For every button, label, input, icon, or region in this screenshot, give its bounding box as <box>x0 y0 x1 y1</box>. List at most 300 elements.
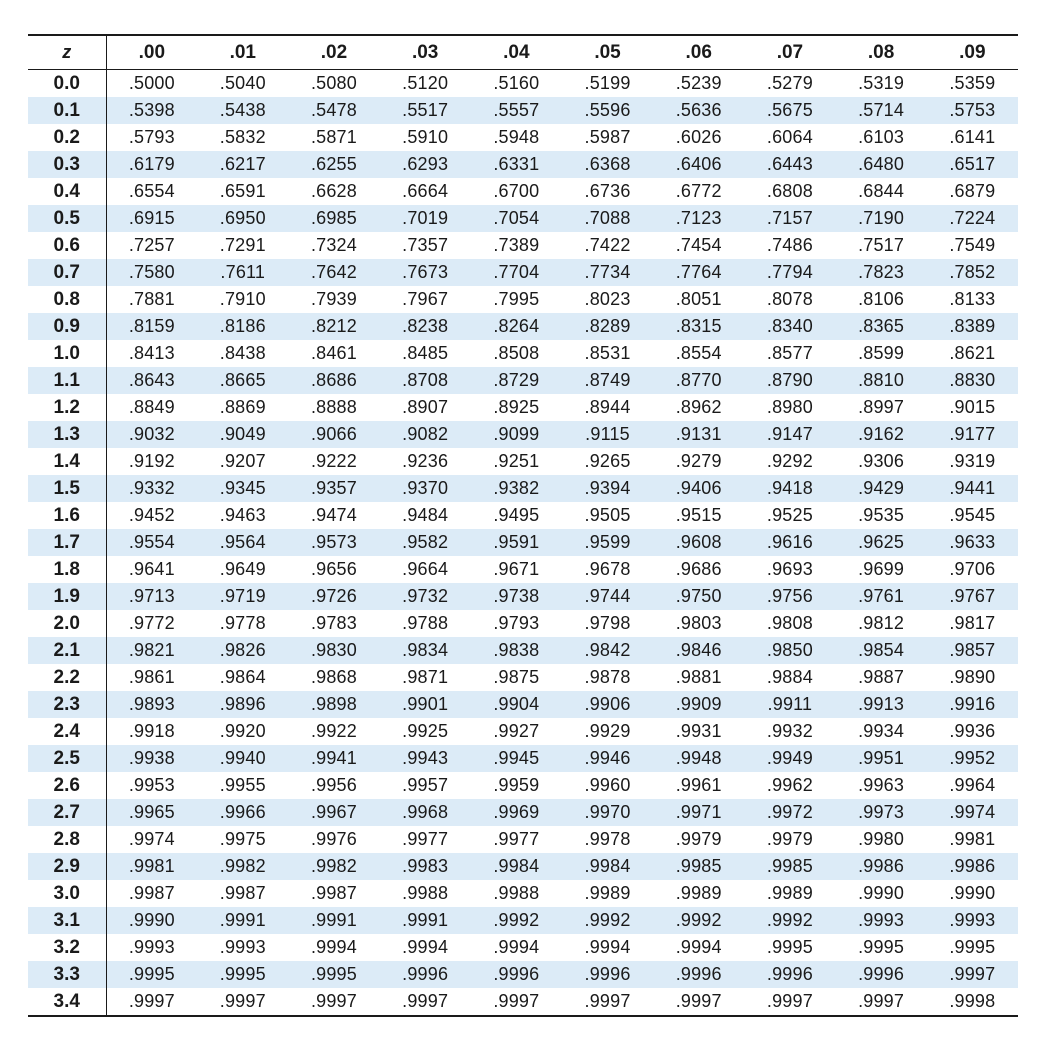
probability-cell: .9940 <box>197 745 288 772</box>
probability-cell: .6255 <box>288 151 379 178</box>
probability-cell: .9931 <box>675 721 722 741</box>
probability-cell: .8849 <box>128 397 175 417</box>
probability-cell: .6700 <box>493 181 540 201</box>
probability-cell: .9994 <box>493 937 540 957</box>
probability-cell: .9981 <box>106 853 197 880</box>
probability-cell: .9997 <box>744 988 835 1016</box>
probability-cell: .9945 <box>471 745 562 772</box>
probability-cell: .7389 <box>493 235 540 255</box>
probability-cell: .9756 <box>744 583 835 610</box>
probability-cell: .9778 <box>219 613 266 633</box>
probability-cell: .9474 <box>310 505 357 525</box>
probability-cell: .9616 <box>744 529 835 556</box>
probability-cell: .6179 <box>106 151 197 178</box>
probability-cell: .9993 <box>128 937 175 957</box>
probability-cell: .6772 <box>675 181 722 201</box>
probability-cell: .9949 <box>744 745 835 772</box>
probability-cell: .8315 <box>653 313 744 340</box>
table-row <box>28 502 1018 529</box>
probability-cell: .9995 <box>288 961 379 988</box>
probability-cell: .9834 <box>380 637 471 664</box>
z-value-cell: 2.8 <box>28 826 106 853</box>
probability-cell: .9830 <box>288 637 379 664</box>
z-value-cell: 1.8 <box>28 556 106 583</box>
probability-cell: .8133 <box>949 289 996 309</box>
probability-cell: .9664 <box>402 559 449 579</box>
column-header: .08 <box>836 35 927 70</box>
probability-cell: .9382 <box>471 475 562 502</box>
table-row <box>28 259 1018 286</box>
probability-cell: .9987 <box>310 883 357 903</box>
probability-cell: .9990 <box>949 883 996 903</box>
probability-cell: .9177 <box>927 421 1018 448</box>
probability-cell: .9418 <box>744 475 835 502</box>
probability-cell: .9131 <box>653 421 744 448</box>
probability-cell: .8708 <box>380 367 471 394</box>
probability-cell: .8997 <box>858 397 905 417</box>
probability-cell: .9821 <box>106 637 197 664</box>
probability-cell: .6331 <box>471 151 562 178</box>
probability-cell: .9573 <box>288 529 379 556</box>
probability-cell: .9842 <box>562 637 653 664</box>
table-body <box>28 70 1018 1017</box>
probability-cell: .9525 <box>766 505 813 525</box>
probability-cell: .6985 <box>288 205 379 232</box>
column-header: .06 <box>653 35 744 70</box>
table-row <box>28 529 1018 556</box>
probability-cell: .9515 <box>675 505 722 525</box>
probability-cell: .7324 <box>310 235 357 255</box>
probability-cell: .8830 <box>927 367 1018 394</box>
probability-cell: .9913 <box>836 691 927 718</box>
probability-cell: .9990 <box>106 907 197 934</box>
probability-cell: .9994 <box>584 937 631 957</box>
probability-cell: .5636 <box>653 97 744 124</box>
probability-cell: .6443 <box>744 151 835 178</box>
probability-cell: .9995 <box>197 961 288 988</box>
probability-cell: .9962 <box>766 775 813 795</box>
column-header: .00 <box>106 35 197 70</box>
probability-cell: .9671 <box>493 559 540 579</box>
probability-cell: .9965 <box>106 799 197 826</box>
probability-cell: .9960 <box>584 775 631 795</box>
probability-cell: .8413 <box>128 343 175 363</box>
probability-cell: .7291 <box>219 235 266 255</box>
probability-cell: .9887 <box>858 667 905 687</box>
probability-cell: .5080 <box>310 73 357 93</box>
probability-cell: .6591 <box>219 181 266 201</box>
table-row <box>28 232 1018 259</box>
probability-cell: .9963 <box>858 775 905 795</box>
probability-cell: .8869 <box>219 397 266 417</box>
probability-cell: .7881 <box>128 289 175 309</box>
probability-cell: .9608 <box>653 529 744 556</box>
table-row <box>28 97 1018 124</box>
probability-cell: .5987 <box>584 127 631 147</box>
probability-cell: .9996 <box>836 961 927 988</box>
probability-cell: .9995 <box>858 937 905 957</box>
z-value-cell: 0.5 <box>28 205 106 232</box>
probability-cell: .7190 <box>836 205 927 232</box>
probability-cell: .6844 <box>858 181 905 201</box>
probability-cell: .9986 <box>836 853 927 880</box>
probability-cell: .9850 <box>744 637 835 664</box>
probability-cell: .9988 <box>402 883 449 903</box>
probability-cell: .7486 <box>766 235 813 255</box>
probability-cell: .6628 <box>310 181 357 201</box>
probability-cell: .6406 <box>653 151 744 178</box>
probability-cell: .9993 <box>836 907 927 934</box>
probability-cell: .9265 <box>584 451 631 471</box>
probability-cell: .9920 <box>219 721 266 741</box>
probability-cell: .7794 <box>744 259 835 286</box>
probability-cell: .9817 <box>949 613 996 633</box>
probability-cell: .8078 <box>766 289 813 309</box>
probability-cell: .7939 <box>310 289 357 309</box>
probability-cell: .6217 <box>197 151 288 178</box>
probability-cell: .9015 <box>949 397 996 417</box>
probability-cell: .9992 <box>562 907 653 934</box>
probability-cell: .5040 <box>219 73 266 93</box>
probability-cell: .9955 <box>219 775 266 795</box>
probability-cell: .6103 <box>858 127 905 147</box>
column-header: .01 <box>197 35 288 70</box>
probability-cell: .8577 <box>766 343 813 363</box>
z-value-cell: 0.8 <box>28 286 106 313</box>
probability-cell: .9941 <box>288 745 379 772</box>
probability-cell: .9982 <box>288 853 379 880</box>
probability-cell: .9251 <box>493 451 540 471</box>
z-value-cell: 2.3 <box>28 691 106 718</box>
table-row <box>28 205 1018 232</box>
probability-cell: .9236 <box>402 451 449 471</box>
table-row <box>28 367 1018 394</box>
probability-cell: .9986 <box>927 853 1018 880</box>
probability-cell: .9535 <box>858 505 905 525</box>
probability-cell: .9990 <box>858 883 905 903</box>
probability-cell: .8389 <box>927 313 1018 340</box>
probability-cell: .5000 <box>128 73 175 93</box>
probability-cell: .9991 <box>288 907 379 934</box>
probability-cell: .9978 <box>584 829 631 849</box>
probability-cell: .7224 <box>927 205 1018 232</box>
probability-cell: .7764 <box>653 259 744 286</box>
table-row <box>28 772 1018 799</box>
probability-cell: .9997 <box>471 988 562 1016</box>
probability-cell: .9082 <box>380 421 471 448</box>
probability-cell: .6026 <box>675 127 722 147</box>
probability-cell: .9992 <box>653 907 744 934</box>
probability-cell: .7088 <box>562 205 653 232</box>
z-value-cell: 1.0 <box>28 340 106 367</box>
z-value-cell: 1.7 <box>28 529 106 556</box>
probability-cell: .9982 <box>197 853 288 880</box>
probability-cell: .9959 <box>493 775 540 795</box>
probability-cell: .9993 <box>927 907 1018 934</box>
z-value-cell: 2.5 <box>28 745 106 772</box>
probability-cell: .8106 <box>858 289 905 309</box>
probability-cell: .9989 <box>766 883 813 903</box>
probability-cell: .9911 <box>744 691 835 718</box>
probability-cell: .9699 <box>858 559 905 579</box>
probability-cell: .9909 <box>653 691 744 718</box>
probability-cell: .9991 <box>380 907 471 934</box>
z-value-cell: 0.0 <box>28 70 106 98</box>
probability-cell: .9922 <box>310 721 357 741</box>
probability-cell: .9946 <box>562 745 653 772</box>
probability-cell: .9969 <box>471 799 562 826</box>
probability-cell: .9989 <box>584 883 631 903</box>
table-row <box>28 799 1018 826</box>
probability-cell: .5239 <box>675 73 722 93</box>
probability-cell: .8238 <box>380 313 471 340</box>
probability-cell: .9162 <box>836 421 927 448</box>
probability-cell: .9463 <box>219 505 266 525</box>
table-row <box>28 313 1018 340</box>
probability-cell: .9998 <box>927 988 1018 1016</box>
table-row <box>28 610 1018 637</box>
probability-cell: .9881 <box>675 667 722 687</box>
z-value-cell: 2.4 <box>28 718 106 745</box>
probability-cell: .9984 <box>562 853 653 880</box>
column-header: .04 <box>471 35 562 70</box>
probability-cell: .7517 <box>858 235 905 255</box>
probability-cell: .9783 <box>310 613 357 633</box>
table-row <box>28 286 1018 313</box>
probability-cell: .7123 <box>653 205 744 232</box>
probability-cell: .9484 <box>402 505 449 525</box>
probability-cell: .7357 <box>402 235 449 255</box>
table-row <box>28 475 1018 502</box>
table-row <box>28 340 1018 367</box>
probability-cell: .9973 <box>836 799 927 826</box>
probability-cell: .8438 <box>219 343 266 363</box>
table-row <box>28 961 1018 988</box>
probability-cell: .6664 <box>402 181 449 201</box>
probability-cell: .9975 <box>219 829 266 849</box>
probability-cell: .9934 <box>858 721 905 741</box>
probability-cell: .8340 <box>744 313 835 340</box>
probability-cell: .9977 <box>493 829 540 849</box>
probability-cell: .5517 <box>380 97 471 124</box>
table-row <box>28 394 1018 421</box>
probability-cell: .9099 <box>471 421 562 448</box>
probability-cell: .9207 <box>219 451 266 471</box>
table-row <box>28 556 1018 583</box>
probability-cell: .9706 <box>949 559 996 579</box>
probability-cell: .9826 <box>197 637 288 664</box>
probability-cell: .9984 <box>471 853 562 880</box>
probability-cell: .9981 <box>949 829 996 849</box>
probability-cell: .9857 <box>927 637 1018 664</box>
probability-cell: .5199 <box>584 73 631 93</box>
z-value-cell: 1.2 <box>28 394 106 421</box>
table-row <box>28 826 1018 853</box>
probability-cell: .5557 <box>471 97 562 124</box>
table-row <box>28 583 1018 610</box>
z-value-cell: 1.1 <box>28 367 106 394</box>
probability-cell: .7852 <box>927 259 1018 286</box>
probability-cell: .9798 <box>584 613 631 633</box>
probability-cell: .6808 <box>766 181 813 201</box>
probability-cell: .9989 <box>675 883 722 903</box>
probability-cell: .9997 <box>197 988 288 1016</box>
probability-cell: .6480 <box>836 151 927 178</box>
probability-cell: .8770 <box>653 367 744 394</box>
table-header <box>28 35 1018 70</box>
probability-cell: .5714 <box>836 97 927 124</box>
probability-cell: .6950 <box>197 205 288 232</box>
probability-cell: .5596 <box>562 97 653 124</box>
probability-cell: .5160 <box>493 73 540 93</box>
probability-cell: .9997 <box>653 988 744 1016</box>
probability-cell: .9678 <box>584 559 631 579</box>
probability-cell: .7549 <box>949 235 996 255</box>
probability-cell: .8186 <box>197 313 288 340</box>
probability-cell: .9441 <box>927 475 1018 502</box>
probability-cell: .9906 <box>562 691 653 718</box>
z-value-cell: 0.1 <box>28 97 106 124</box>
z-value-cell: 3.3 <box>28 961 106 988</box>
probability-cell: .9625 <box>836 529 927 556</box>
probability-cell: .9991 <box>197 907 288 934</box>
probability-cell: .9599 <box>562 529 653 556</box>
probability-cell: .9925 <box>402 721 449 741</box>
probability-cell: .7422 <box>584 235 631 255</box>
probability-cell: .5675 <box>744 97 835 124</box>
probability-cell: .9936 <box>949 721 996 741</box>
probability-cell: .7257 <box>128 235 175 255</box>
probability-cell: .9732 <box>380 583 471 610</box>
z-value-cell: 3.1 <box>28 907 106 934</box>
probability-cell: .8643 <box>106 367 197 394</box>
table-row <box>28 691 1018 718</box>
probability-cell: .9996 <box>471 961 562 988</box>
probability-cell: .5871 <box>310 127 357 147</box>
probability-cell: .9961 <box>675 775 722 795</box>
probability-cell: .9987 <box>219 883 266 903</box>
probability-cell: .9997 <box>562 988 653 1016</box>
probability-cell: .7995 <box>493 289 540 309</box>
probability-cell: .9656 <box>310 559 357 579</box>
column-header: .07 <box>744 35 835 70</box>
probability-cell: .8289 <box>562 313 653 340</box>
probability-cell: .5359 <box>949 73 996 93</box>
probability-cell: .9983 <box>380 853 471 880</box>
probability-cell: .9956 <box>310 775 357 795</box>
probability-cell: .8888 <box>310 397 357 417</box>
probability-cell: .9971 <box>653 799 744 826</box>
probability-cell: .9967 <box>288 799 379 826</box>
probability-cell: .9495 <box>493 505 540 525</box>
probability-cell: .9987 <box>128 883 175 903</box>
table-row <box>28 421 1018 448</box>
probability-cell: .9970 <box>562 799 653 826</box>
z-value-cell: 0.7 <box>28 259 106 286</box>
probability-cell: .9995 <box>106 961 197 988</box>
probability-cell: .9997 <box>288 988 379 1016</box>
probability-cell: .9995 <box>949 937 996 957</box>
z-value-cell: 3.0 <box>28 880 106 907</box>
probability-cell: .9761 <box>836 583 927 610</box>
probability-cell: .9979 <box>766 829 813 849</box>
probability-cell: .8925 <box>493 397 540 417</box>
z-value-cell: 2.0 <box>28 610 106 637</box>
probability-cell: .7054 <box>471 205 562 232</box>
probability-cell: .9222 <box>310 451 357 471</box>
z-value-cell: 0.2 <box>28 124 106 151</box>
probability-cell: .7157 <box>744 205 835 232</box>
z-value-cell: 3.4 <box>28 988 106 1016</box>
probability-cell: .8790 <box>744 367 835 394</box>
probability-cell: .9997 <box>380 988 471 1016</box>
probability-cell: .9974 <box>128 829 175 849</box>
probability-cell: .8907 <box>402 397 449 417</box>
table-row <box>28 151 1018 178</box>
probability-cell: .9916 <box>927 691 1018 718</box>
probability-cell: .8810 <box>836 367 927 394</box>
probability-cell: .9066 <box>288 421 379 448</box>
probability-cell: .9976 <box>310 829 357 849</box>
probability-cell: .9633 <box>927 529 1018 556</box>
probability-cell: .8485 <box>402 343 449 363</box>
probability-cell: .9719 <box>197 583 288 610</box>
probability-cell: .6879 <box>949 181 996 201</box>
z-value-cell: 0.6 <box>28 232 106 259</box>
z-value-cell: 0.3 <box>28 151 106 178</box>
probability-cell: .9582 <box>380 529 471 556</box>
probability-cell: .7642 <box>288 259 379 286</box>
z-value-cell: 1.4 <box>28 448 106 475</box>
probability-cell: .9996 <box>562 961 653 988</box>
probability-cell: .9875 <box>493 667 540 687</box>
probability-cell: .9918 <box>128 721 175 741</box>
z-value-cell: 1.5 <box>28 475 106 502</box>
probability-cell: .9977 <box>402 829 449 849</box>
z-value-cell: 2.7 <box>28 799 106 826</box>
probability-cell: .9927 <box>493 721 540 741</box>
probability-cell: .9985 <box>744 853 835 880</box>
probability-cell: .9854 <box>836 637 927 664</box>
probability-cell: .9452 <box>128 505 175 525</box>
probability-cell: .5438 <box>197 97 288 124</box>
probability-cell: .9115 <box>562 421 653 448</box>
probability-cell: .7580 <box>106 259 197 286</box>
probability-cell: .7734 <box>562 259 653 286</box>
probability-cell: .5398 <box>106 97 197 124</box>
probability-cell: .8665 <box>197 367 288 394</box>
probability-cell: .9345 <box>197 475 288 502</box>
probability-cell: .9812 <box>858 613 905 633</box>
probability-cell: .6517 <box>927 151 1018 178</box>
probability-cell: .9838 <box>471 637 562 664</box>
probability-cell: .9896 <box>197 691 288 718</box>
probability-cell: .5753 <box>927 97 1018 124</box>
probability-cell: .8729 <box>471 367 562 394</box>
probability-cell: .8023 <box>584 289 631 309</box>
probability-cell: .9279 <box>675 451 722 471</box>
probability-cell: .9953 <box>128 775 175 795</box>
probability-cell: .9370 <box>380 475 471 502</box>
probability-cell: .9957 <box>402 775 449 795</box>
column-header: .03 <box>380 35 471 70</box>
probability-cell: .5948 <box>493 127 540 147</box>
table-row <box>28 718 1018 745</box>
probability-cell: .9861 <box>128 667 175 687</box>
probability-cell: .9738 <box>471 583 562 610</box>
probability-cell: .9292 <box>766 451 813 471</box>
probability-cell: .9997 <box>836 988 927 1016</box>
